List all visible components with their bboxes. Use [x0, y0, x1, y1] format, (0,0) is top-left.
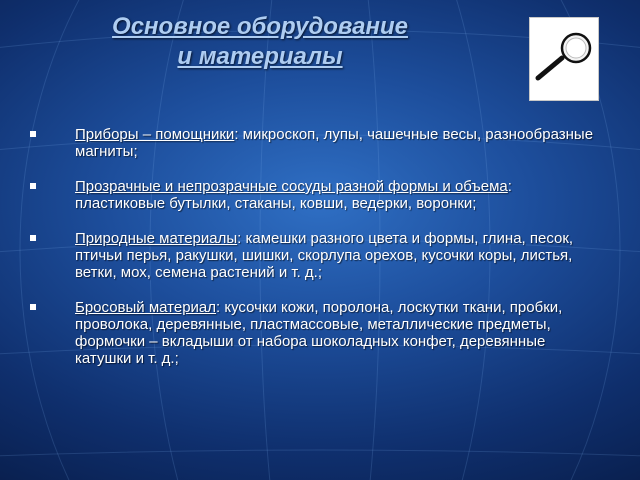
item-text: : кусочки кожи, поролона, лоскутки ткани, пробки, проволока, деревянные, пластмассовые, металлические предметы, формочки – вкладыши от набора шоколадных конфет, деревянные катушки и т. д.; [75, 299, 563, 367]
list-item [30, 299, 605, 367]
slide-title [60, 12, 460, 72]
item-text: : камешки разного цвета и формы, глина, песок, птичьи перья, ракушки, шишки, скорлупа орехов, кусочки коры, листья, ветки, мох, семена растений и т. д.; [75, 230, 574, 281]
item-text: : микроскоп, лупы, чашечные весы, разнообразные магниты; [75, 126, 594, 160]
bullet-marker [30, 183, 36, 189]
bullet-list [30, 126, 605, 385]
item-term: Бросовый материал [75, 299, 217, 316]
item-term: Природные материалы [75, 230, 238, 247]
item-text: : пластиковые бутылки, стаканы, ковши, ведерки, воронки; [75, 178, 512, 212]
title-line-1: Основное оборудование [112, 13, 408, 40]
bullet-marker [30, 304, 36, 310]
item-term: Приборы – помощники [75, 126, 235, 143]
magnifying-glass-icon [530, 18, 598, 100]
bullet-marker [30, 235, 36, 241]
list-item [30, 126, 605, 160]
list-item [30, 230, 605, 281]
item-term: Прозрачные и непрозрачные сосуды разной формы и объема [75, 178, 508, 195]
list-item [30, 178, 605, 212]
title-line-2: и материалы [177, 43, 343, 70]
magnifier-image [529, 17, 599, 101]
bullet-marker [30, 131, 36, 137]
